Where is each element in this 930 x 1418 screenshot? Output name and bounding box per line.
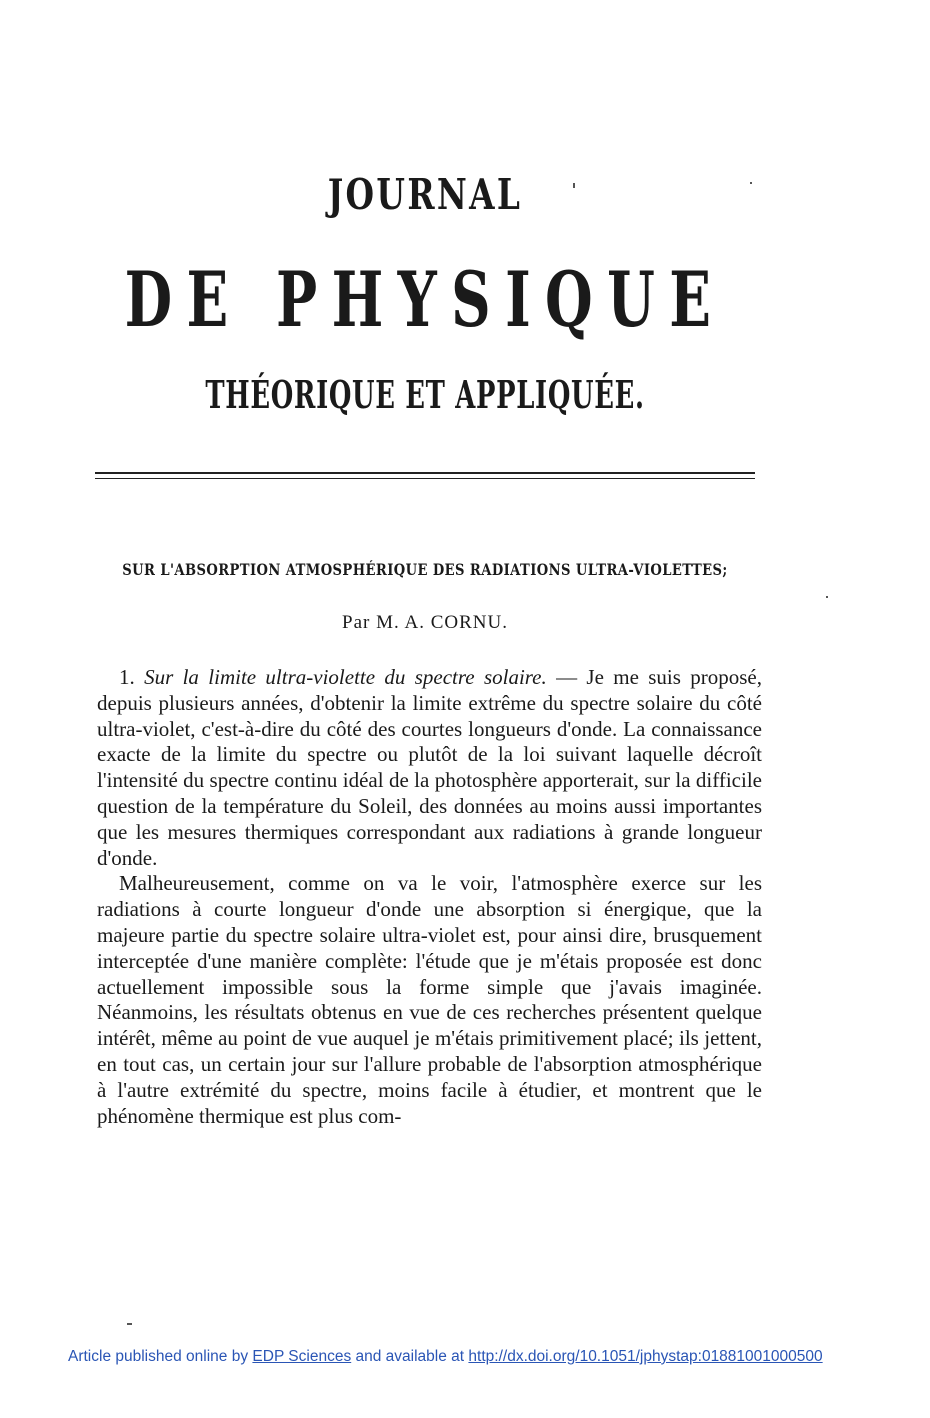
article-author: Par M. A. CORNU.	[342, 612, 508, 633]
article-title: SUR L'ABSORPTION ATMOSPHÉRIQUE DES RADIATIONS ULTRA-VIOLETTES;	[122, 560, 728, 579]
doi-link[interactable]: http://dx.doi.org/10.1051/jphystap:01881001000500	[468, 1348, 823, 1365]
journal-title: JOURNAL	[327, 170, 523, 219]
footer-prefix: Article published online by	[68, 1348, 249, 1365]
header-rule-thick	[95, 472, 755, 474]
footer-note	[68, 1348, 823, 1366]
article-body	[97, 665, 762, 1129]
section-number: 1.	[119, 665, 135, 689]
scan-speck	[826, 596, 828, 598]
journal-subtitle: THÉORIQUE ET APPLIQUÉE.	[205, 372, 645, 417]
header-rule-thin	[95, 478, 755, 479]
scan-speck	[573, 183, 575, 188]
journal-title-main: DE PHYSIQUE	[124, 255, 726, 344]
section-title: Sur la limite ultra-violette du spectre solaire.	[144, 665, 547, 689]
paragraph-1	[97, 665, 762, 871]
paragraph-1-text: Je me suis proposé, depuis plusieurs années, d'obtenir la limite extrême du spectre solaire du côté ultra-violet, c'est-à-dire du côté des courtes longueurs d'onde. La connaissance exacte de la limite du spectre ou plutôt de la loi suivant laquelle décroît l'intensité du spectre continu idéal de la photosphère apporterait, sur la difficile question de la température du Soleil, des données au moins aussi importantes que les mesures thermiques correspondant aux radiations à grande longueur d'onde.	[97, 665, 762, 870]
footer-middle: and available at	[355, 1348, 465, 1365]
section-dash: —	[546, 665, 587, 689]
paragraph-2: Malheureusement, comme on va le voir, l'atmosphère exerce sur les radiations à courte longueur d'onde une absorption si énergique, que la majeure partie du spectre solaire ultra-violet est, pour ainsi dire, brusquement interceptée d'une manière complète: l'étude que je m'étais proposée est donc actuellement impossible sous la forme simple que j'avais imaginée. Néanmoins, les résultats obtenus en vue de ces recherches présentent quelque intérêt, même au point de vue auquel je m'étais primitivement placé; ils jettent, en tout cas, un certain jour sur l'allure probable de l'absorption atmosphérique à l'autre extrémité du spectre, moins facile à étudier, et montrent que le phénomène thermique est plus com-	[97, 871, 762, 1128]
scan-speck	[750, 182, 752, 184]
publisher-link[interactable]: EDP Sciences	[252, 1348, 352, 1365]
scan-speck	[127, 1323, 132, 1325]
